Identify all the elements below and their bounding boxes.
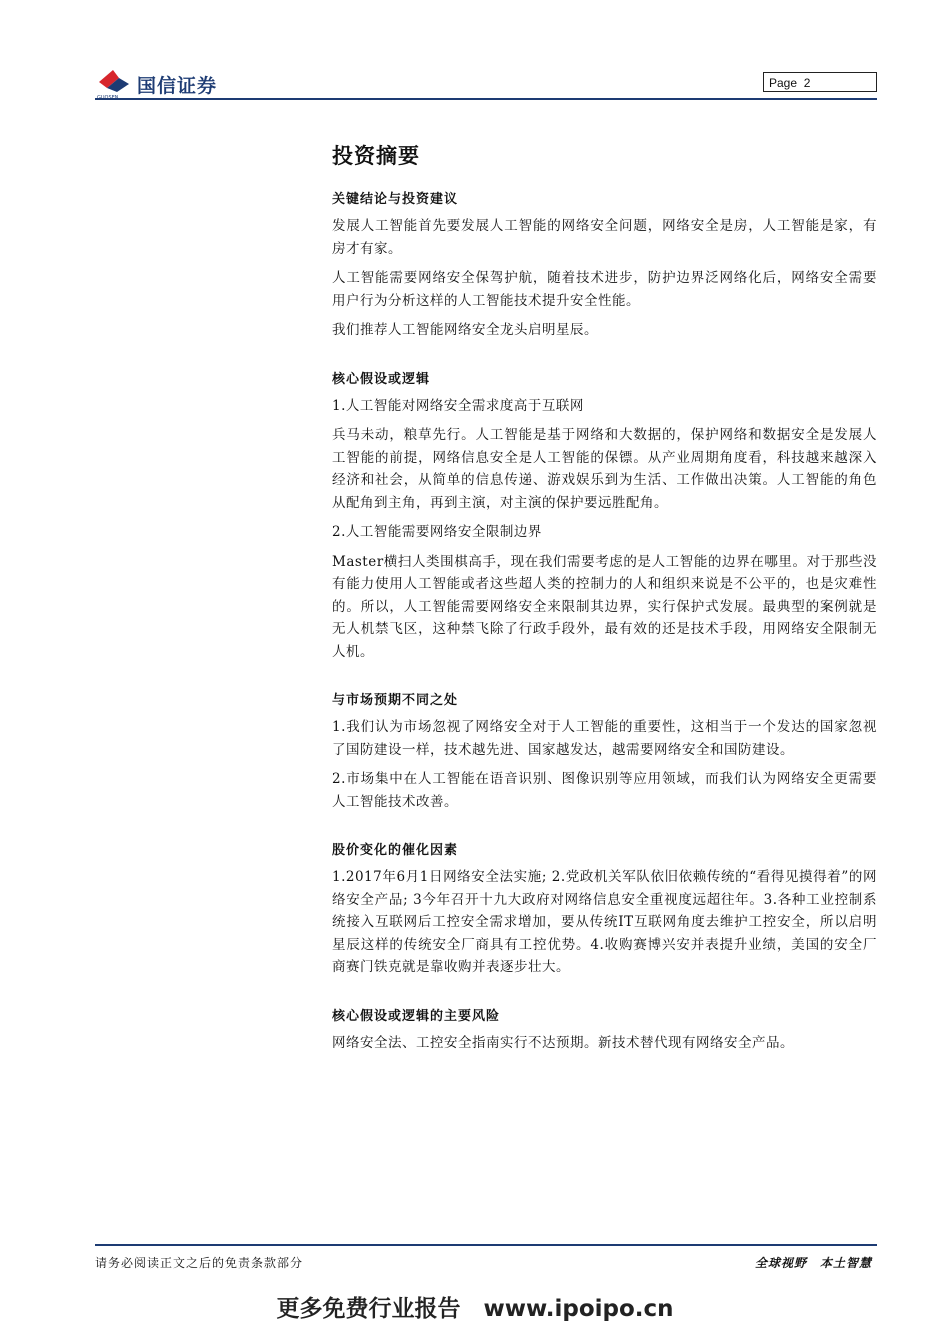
footer-disclaimer: 请务必阅读正文之后的免责条款部分	[95, 1256, 304, 1270]
page-header	[95, 66, 877, 102]
paragraph: 兵马未动，粮草先行。人工智能是基于网络和大数据的，保护网络和数据安全是发展人工智能的前提，网络信息安全是人工智能的保镖。从产业周期角度看，科技越来越深入经济和社会，从简单的信息传递、游戏娱乐到为生活、工作做出决策。人工智能的角色从配角到主角，再到主演，对主演的保护要远胜配角。	[332, 427, 877, 511]
paragraph: 我们推荐人工智能网络安全龙头启明星辰。	[332, 322, 598, 338]
section-risks	[332, 1005, 877, 1055]
page-title: 投资摘要	[332, 144, 420, 168]
paragraph: Master横扫人类围棋高手，现在我们需要考虑的是人工智能的边界在哪里。对于那些没有能力使用人工智能或者这些超人类的控制力的人和组织来说是不公平的，也是灾难性的。所以，人工智能需要网络安全来限制其边界，实行保护式发展。最典型的案例就是无人机禁飞区，这种禁飞除了行政手段外，最有效的还是技术手段，用网络安全限制无人机。	[332, 553, 877, 660]
paragraph: 网络安全法、工控安全指南实行不达预期。新技术替代现有网络安全产品。	[332, 1034, 794, 1051]
paragraph: 2.市场集中在人工智能在语音识别、图像识别等应用领域，而我们认为网络安全更需要人工智能技术改善。	[332, 771, 877, 810]
promo-banner: 更多免费行业报告 www.ipoipo.cn	[276, 1296, 674, 1322]
paragraph: 1.人工智能对网络安全需求度高于互联网	[332, 397, 584, 414]
section-heading: 关键结论与投资建议	[332, 192, 459, 207]
paragraph: 发展人工智能首先要发展人工智能的网络安全问题，网络安全是房，人工智能是家，有房才有家。	[332, 218, 877, 257]
page-indicator	[763, 72, 877, 92]
footer-divider	[95, 1244, 877, 1246]
page-label: Page	[769, 76, 798, 90]
guosen-logo-icon	[95, 68, 131, 94]
section-core-assumptions	[332, 368, 877, 664]
page-number: 2	[803, 76, 811, 90]
main-content	[332, 140, 877, 1080]
brand-logo	[95, 68, 255, 100]
paragraph: 1.2017年6月1日网络安全法实施; 2.党政机关军队依旧依赖传统的“看得见摸得着”的网络安全产品; 3今年召开十九大政府对网络信息安全重视度远超往年。3.各种工业控制系统接入互联网后工控安全需求增加，要从传统IT互联网角度去维护工控安全，所以启明星辰这样的传统安全厂商具有工控优势。4.收购赛博兴安并表提升业绩，美国的安全厂商赛门铁克就是靠收购并表逐步壮大。	[332, 869, 877, 975]
section-heading: 与市场预期不同之处	[332, 693, 459, 708]
section-heading: 核心假设或逻辑	[332, 371, 431, 387]
paragraph: 人工智能需要网络安全保驾护航，随着技术进步，防护边界泛网络化后，网络安全需要用户行为分析这样的人工智能技术提升安全性能。	[332, 270, 877, 309]
section-key-conclusions	[332, 188, 877, 342]
paragraph: 1.我们认为市场忽视了网络安全对于人工智能的重要性，这相当于一个发达的国家忽视了国防建设一样，技术越先进、国家越发达，越需要网络安全和国防建设。	[332, 719, 877, 758]
section-heading: 核心假设或逻辑的主要风险	[332, 1008, 501, 1024]
paragraph: 2.人工智能需要网络安全限制边界	[332, 524, 542, 540]
section-catalysts	[332, 839, 877, 979]
section-different-from-market	[332, 689, 877, 813]
footer-slogan: 全球视野 本土智慧	[754, 1256, 872, 1270]
section-heading: 股价变化的催化因素	[332, 843, 459, 858]
header-divider	[95, 98, 877, 100]
brand-name: 国信证券	[137, 75, 218, 97]
